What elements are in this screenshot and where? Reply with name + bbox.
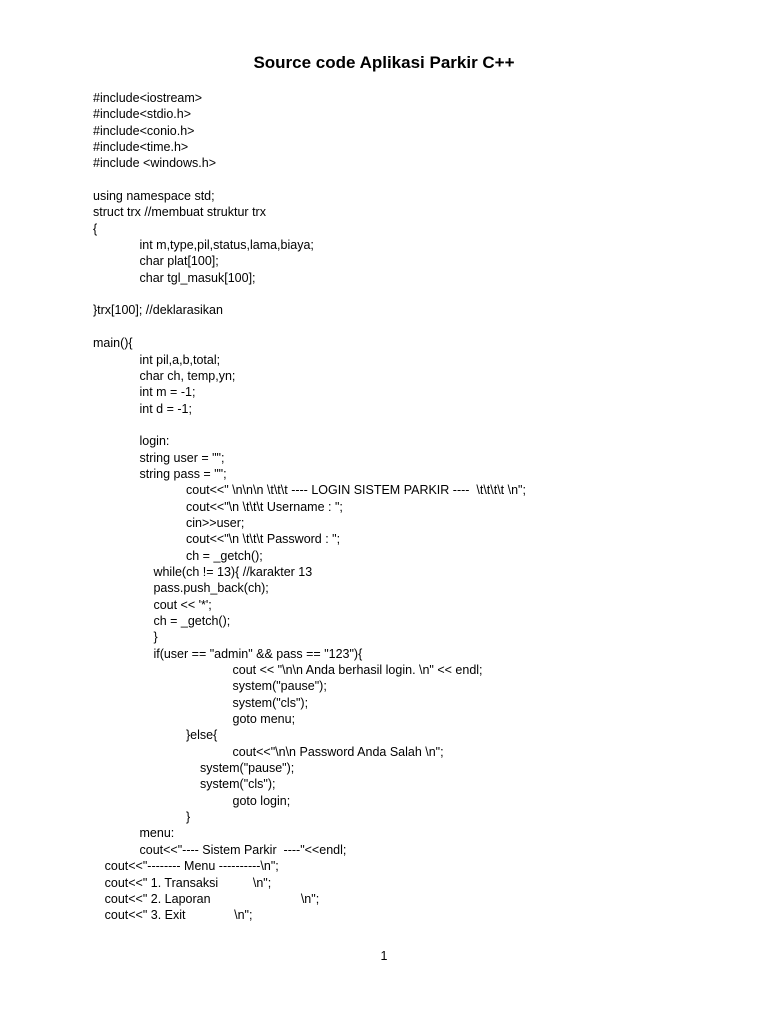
code-line: system("pause"); xyxy=(232,679,327,694)
code-line: system("cls"); xyxy=(199,777,276,792)
source-code-block xyxy=(0,90,768,924)
code-line: cin>>user; xyxy=(186,515,245,530)
blank-code-line xyxy=(0,417,768,433)
page-number: 1 xyxy=(380,949,388,963)
code-line: goto menu; xyxy=(232,712,296,727)
code-line: menu: xyxy=(139,826,175,841)
code-line: cout<<" 2. Laporan \n"; xyxy=(104,891,320,906)
code-line: }trx[100]; //deklarasikan xyxy=(93,303,223,318)
code-line: login: xyxy=(139,434,170,449)
code-line: }else{ xyxy=(186,728,218,743)
code-line: #include<conio.h> xyxy=(93,123,195,138)
code-line: #include <windows.h> xyxy=(93,156,216,171)
document-title: Source code Aplikasi Parkir C++ xyxy=(253,53,515,72)
code-line: system("cls"); xyxy=(232,695,309,710)
code-line: } xyxy=(186,810,191,825)
code-line: cout<<"\n \t\t\t Username : "; xyxy=(186,499,343,514)
code-line: string user = ""; xyxy=(139,450,225,465)
code-line: ch = _getch(); xyxy=(153,614,231,628)
code-line: char plat[100]; xyxy=(139,254,219,269)
code-line: char ch, temp,yn; xyxy=(139,368,236,383)
code-line: cout << "\n\n Anda berhasil login. \n" << endl; xyxy=(232,663,483,678)
code-line: while(ch != 13){ //karakter 13 xyxy=(153,564,313,579)
code-line: goto login; xyxy=(232,793,291,808)
code-line: int pil,a,b,total; xyxy=(139,352,221,367)
code-line: #include<time.h> xyxy=(93,140,189,155)
code-line: pass.push_back(ch); xyxy=(153,581,269,596)
code-line: char tgl_masuk[100]; xyxy=(139,270,256,285)
code-line: cout<<" \n\n\n \t\t\t ---- LOGIN SISTEM PARKIR ---- \t\t\t\t \n"; xyxy=(186,483,526,498)
code-line: ch = _getch(); xyxy=(186,548,263,563)
code-line: string pass = ""; xyxy=(139,466,227,481)
code-line: cout<<"-------- Menu ----------\n"; xyxy=(104,859,279,874)
code-line: { xyxy=(93,221,98,236)
code-line: #include<iostream> xyxy=(93,91,203,105)
code-line: int m = -1; xyxy=(139,385,196,400)
code-line: system("pause"); xyxy=(199,761,295,776)
code-line: cout<<" 3. Exit \n"; xyxy=(104,908,253,923)
code-line: int m,type,pil,status,lama,biaya; xyxy=(139,238,314,253)
code-line: using namespace std; xyxy=(93,189,215,204)
code-line: } xyxy=(153,630,158,645)
code-line: #include<stdio.h> xyxy=(93,107,191,122)
blank-code-line xyxy=(0,286,768,302)
code-line: if(user == "admin" && pass == "123"){ xyxy=(153,646,363,661)
code-line: main(){ xyxy=(93,336,133,351)
blank-code-line xyxy=(0,319,768,335)
code-line: cout<<"\n \t\t\t Password : "; xyxy=(186,532,341,547)
code-line: cout<<" 1. Transaksi \n"; xyxy=(104,875,272,890)
code-line: struct trx //membuat struktur trx xyxy=(93,205,266,220)
code-line: cout<<"---- Sistem Parkir ----"<<endl; xyxy=(139,842,347,857)
code-line: cout << '*'; xyxy=(153,597,212,612)
code-line: cout<<"\n\n Password Anda Salah \n"; xyxy=(232,744,444,759)
blank-code-line xyxy=(0,172,768,188)
code-line: int d = -1; xyxy=(139,401,192,416)
